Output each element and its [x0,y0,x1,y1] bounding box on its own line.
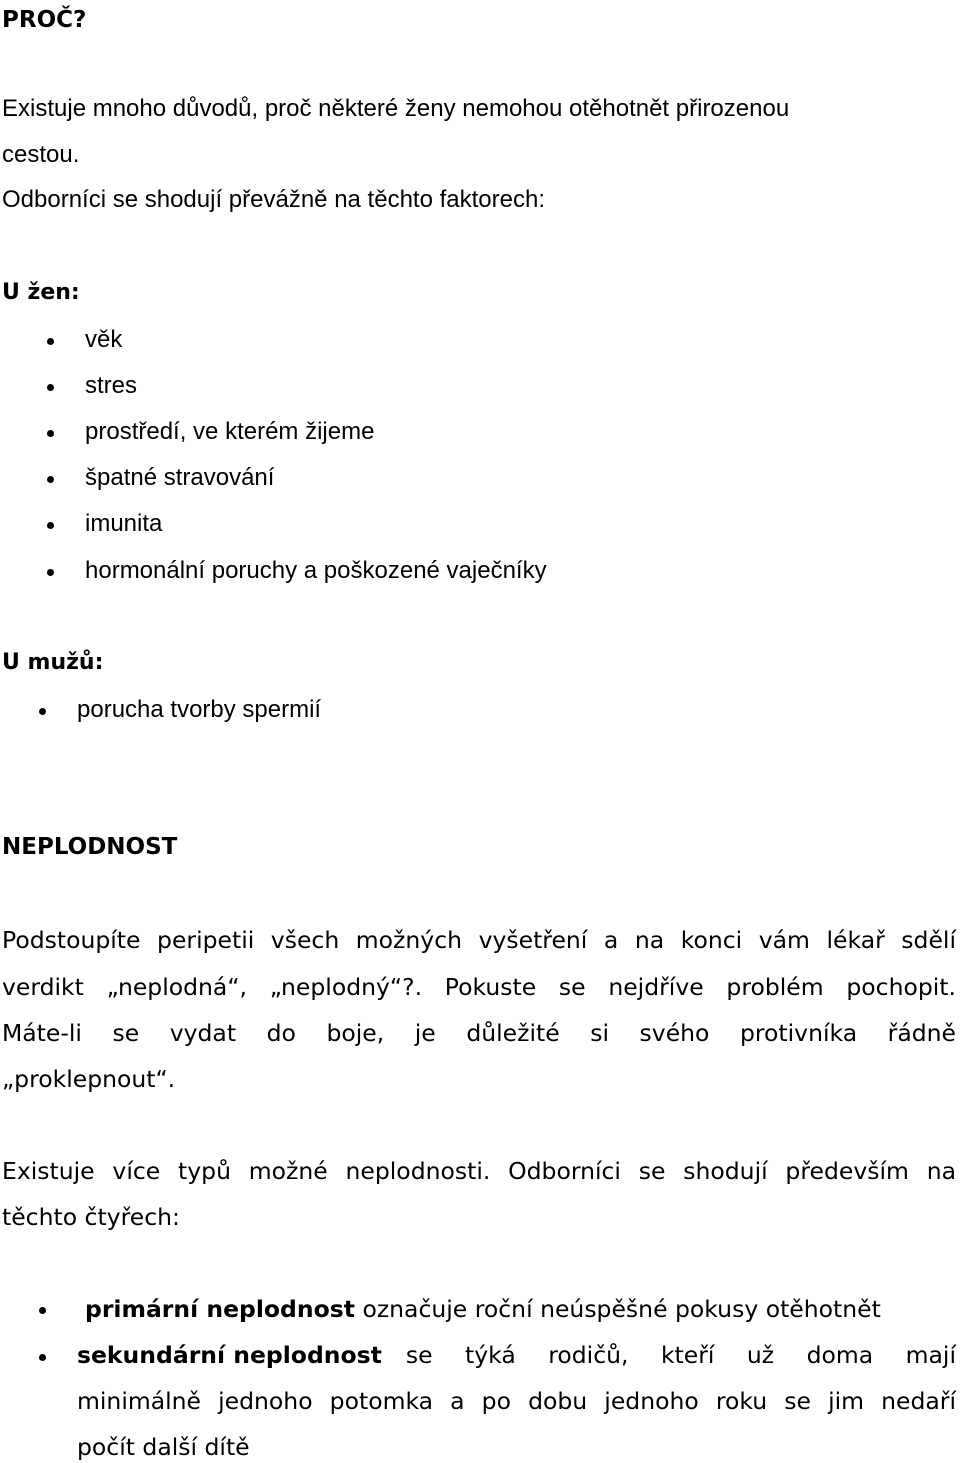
para2-line-1: Existuje více typů možné neplodnosti. Odborníci se shodují především na [2,1157,956,1185]
men-heading: U mužů: [2,650,104,675]
bullet-icon [47,430,54,437]
term-primary-desc: označuje roční neúspěšné pokusy otěhotnět [354,1295,881,1323]
term-secondary: sekundární neplodnost [77,1341,382,1369]
bullet-icon [47,569,54,576]
women-heading: U žen: [2,280,80,305]
heading-proc: PROČ? [2,7,87,33]
list-item-label: špatné stravování [85,464,275,491]
bullet-icon [47,338,54,345]
para1-line-4: „proklepnout“. [2,1065,176,1093]
para1-line-3: Máte-li se vydat do boje, je důležité si svého protivníka řádně [2,1019,956,1047]
bullet-icon [47,476,54,483]
bullet-icon [39,708,46,715]
list-item-first-line [77,1339,956,1371]
list-item-label: imunita [85,510,163,537]
bullet-icon [47,384,54,391]
bullet-icon [39,1354,46,1361]
list-item-label: věk [85,326,123,353]
list-item-label: prostředí, ve kterém žijeme [85,418,375,445]
list-item-label: stres [85,372,138,399]
intro-line-3: Odborníci se shodují převážně na těchto faktorech: [2,186,545,213]
term-secondary-desc-3: počít další dítě [77,1433,250,1461]
intro-line-1: Existuje mnoho důvodů, proč některé ženy nemohou otěhotnět přirozenou [2,95,790,122]
para2-line-2: těchto čtyřech: [2,1203,180,1231]
para1-line-1: Podstoupíte peripetii všech možných vyšetření a na konci vám lékař sdělí [2,926,956,954]
term-secondary-desc-1: se týká rodičů, kteří už doma mají [405,1341,956,1369]
intro-line-2: cestou. [2,141,80,168]
term-secondary-desc-2: minimálně jednoho potomka a po dobu jednoho roku se jim nedaří [77,1387,956,1415]
bullet-icon [39,1307,46,1314]
para1-line-2: verdikt „neplodná“, „neplodný“?. Pokuste se nejdříve problém pochopit. [2,973,956,1001]
list-item-label: porucha tvorby spermií [77,696,322,723]
list-item-label: hormonální poruchy a poškozené vaječníky [85,557,547,584]
infertility-heading: NEPLODNOST [2,834,178,860]
list-item-text [85,1293,881,1325]
term-primary: primární neplodnost [85,1295,355,1323]
bullet-icon [47,522,54,529]
